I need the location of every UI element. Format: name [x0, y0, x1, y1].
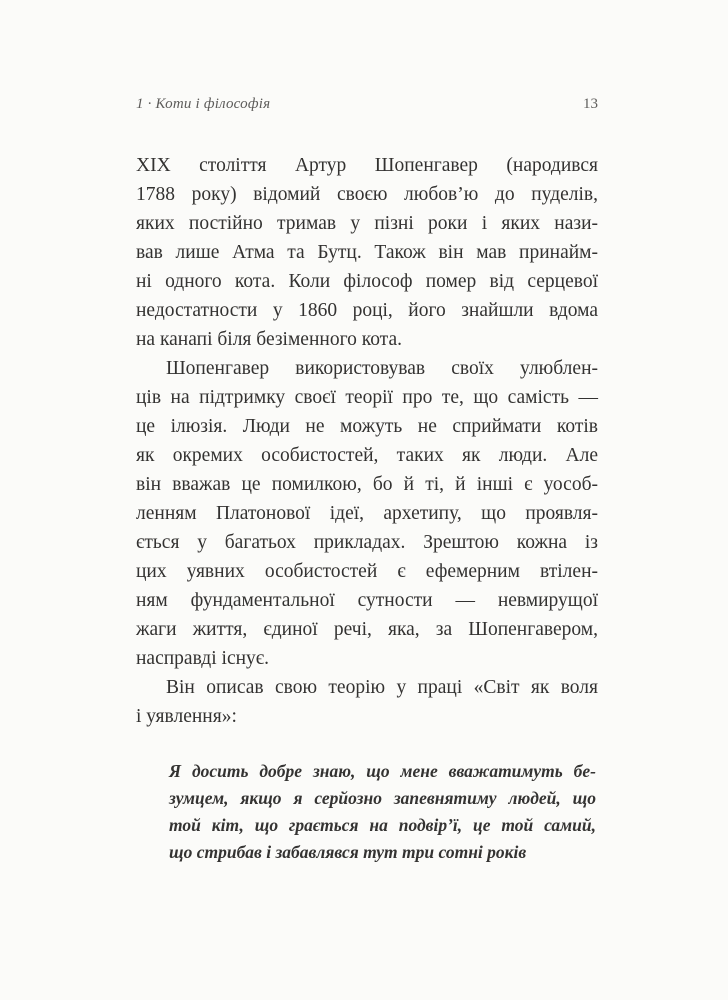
- text-line: XIX століття Артур Шопенгавер (народився: [136, 155, 598, 176]
- chapter-title: 1 · Коти і філософія: [136, 96, 271, 112]
- text-line: недостатности у 1860 році, його знайшли вдома: [136, 300, 598, 321]
- block-quote: [169, 758, 596, 866]
- text-line: ців на підтримку своєї теорії про те, що самість —: [136, 387, 598, 408]
- text-line: вав лише Атма та Бутц. Також він мав принайм-: [136, 242, 598, 263]
- text-line: 1788 року) відомий своєю любов’ю до пуделів,: [136, 184, 598, 205]
- text-line: як окремих особистостей, таких як люди. Але: [136, 445, 598, 466]
- quote-line: Я досить добре знаю, що мене вважатимуть бе-: [169, 761, 596, 781]
- running-header: [136, 96, 598, 113]
- text-line: і уявлення»:: [136, 706, 237, 727]
- quote-line: той кіт, що грається на подвір’ї, це той самий,: [169, 815, 596, 835]
- text-line: на канапі біля безіменного кота.: [136, 329, 402, 350]
- paragraph-2: [136, 354, 598, 673]
- quote-line: зумцем, якщо я серйозно запевнятиму людей, що: [169, 788, 596, 808]
- text-line: ленням Платонової ідеї, архетипу, що проявля-: [136, 503, 598, 524]
- page-number: 13: [583, 96, 598, 112]
- text-line: ється у багатьох прикладах. Зрештою кожна із: [136, 532, 598, 553]
- text-line: цих уявних особистостей є ефемерним втілен-: [136, 561, 598, 582]
- text-line: Він описав свою теорію у праці «Світ як воля: [166, 677, 598, 698]
- text-line: він вважав це помилкою, бо й ті, й інші є уособ-: [136, 474, 598, 495]
- text-line: насправді існує.: [136, 648, 270, 669]
- text-line: це ілюзія. Люди не можуть не сприймати котів: [136, 416, 598, 437]
- text-line: ні одного кота. Коли філософ помер від серцевої: [136, 271, 598, 292]
- paragraph-3: [136, 673, 598, 731]
- text-line: Шопенгавер використовував своїх улюблен-: [166, 358, 598, 379]
- text-line: жаги життя, єдиної речі, яка, за Шопенгавером,: [136, 619, 598, 640]
- text-line: ням фундаментальної сутности — невмирущої: [136, 590, 598, 611]
- quote-line: що стрибав і забавлявся тут три сотні років: [169, 842, 527, 862]
- paragraph-1: [136, 151, 598, 354]
- body-text: [136, 151, 598, 866]
- text-line: яких постійно тримав у пізні роки і яких нази-: [136, 213, 598, 234]
